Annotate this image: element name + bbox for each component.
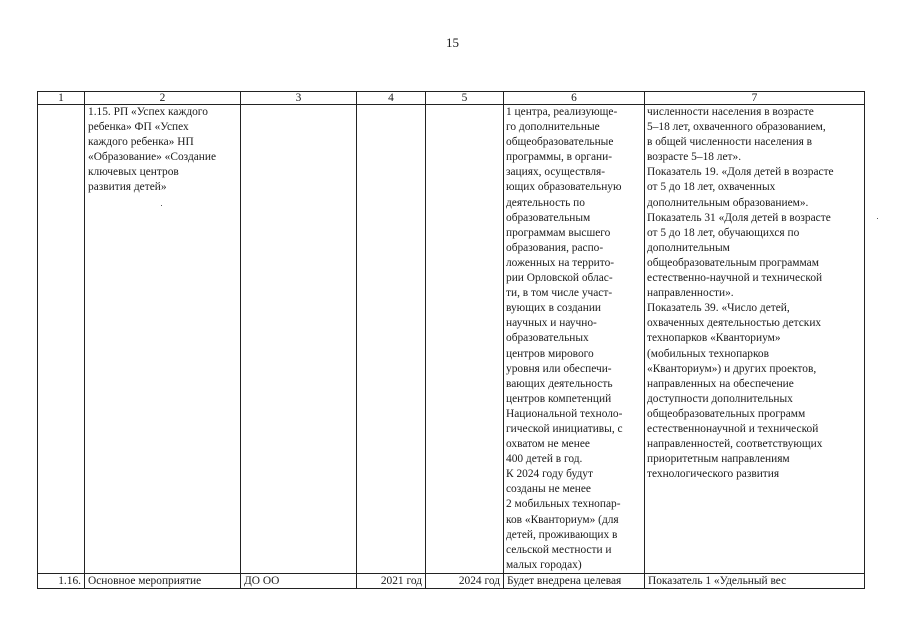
executor-cell: ДО ОО	[241, 573, 357, 588]
start-date-cell	[357, 105, 426, 574]
header-cell-7: 7	[645, 92, 865, 105]
end-date-cell: 2024 год	[426, 573, 504, 588]
start-date-cell: 2021 год	[357, 573, 426, 588]
expected-result-cell: 1 центра, реализующе- го дополнительные общеобразовательные программы, в органи- зациях, осуществля- ющих образовательную деятельность по образовательным программам высшего образования, распо- ложенных на террито- рии Орловской облас- ти, в том числе участ- вующих в создании научных и научно- образовательных центров мирового уровня или обеспечи- вающих деятельность центров компетенций Национальной техноло- гической инициативы, с охватом не менее 400 детей в год. К 2024 году будут созданы не менее 2 мобильных технопар- ков «Кванториум» (для детей, проживающих в сельской местности и малых городах)	[504, 105, 645, 574]
measure-name-cell: Основное мероприятие	[85, 573, 241, 588]
program-table	[37, 91, 865, 589]
indicator-link-cell: Показатель 1 «Удельный вес	[645, 573, 865, 588]
table-row	[38, 573, 865, 588]
header-cell-2: 2	[85, 92, 241, 105]
table-row	[38, 105, 865, 574]
header-cell-6: 6	[504, 92, 645, 105]
executor-cell	[241, 105, 357, 574]
indicator-link-cell: численности населения в возрасте 5–18 лет, охваченного образованием, в общей численности населения в возрасте 5–18 лет». Показатель 19. «Доля детей в возрасте от 5 до 18 лет, охваченных дополнительным образованием». Показатель 31 «Доля детей в возрасте от 5 до 18 лет, обучающихся по дополнительным общеобразовательным программам естественно-научной и технической направленности». Показатель 39. «Число детей, охваченных деятельностью детских технопарков «Кванториум» (мобильных технопарков «Кванториум») и других проектов, направленных на обеспечение доступности дополнительных общеобразовательных программ естественнонаучной и технической направленностей, соответствующих приоритетным направлениям технологического развития	[645, 105, 865, 574]
row-number-cell	[38, 105, 85, 574]
header-cell-4: 4	[357, 92, 426, 105]
header-cell-5: 5	[426, 92, 504, 105]
page-number: 15	[446, 35, 459, 50]
expected-result-cell: Будет внедрена целевая	[504, 573, 645, 588]
row-number-cell: 1.16.	[38, 573, 85, 588]
end-date-cell	[426, 105, 504, 574]
table-header-row	[38, 92, 865, 105]
scan-speck	[161, 205, 162, 206]
measure-name-cell: 1.15. РП «Успех каждого ребенка» ФП «Успех каждого ребенка» НП «Образование» «Создание ключевых центров развития детей»	[85, 105, 241, 574]
scan-speck	[877, 218, 878, 219]
header-cell-3: 3	[241, 92, 357, 105]
header-cell-1: 1	[38, 92, 85, 105]
